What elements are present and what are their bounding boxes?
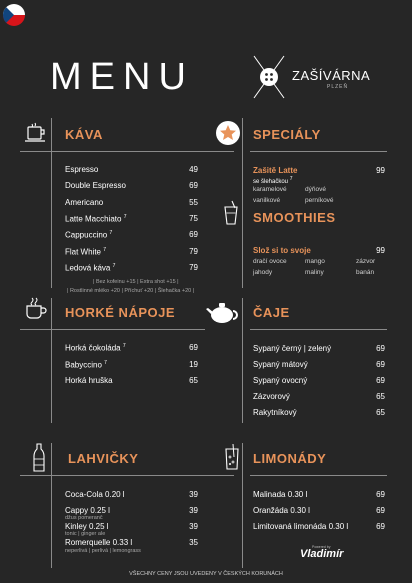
divider <box>20 475 234 476</box>
menu-price: 69 <box>376 490 385 499</box>
menu-item: Rakytníkový <box>253 408 297 417</box>
flavor: jahody <box>253 269 273 276</box>
menu-item <box>65 214 127 224</box>
menu-item: Zašitě Latte <box>253 166 298 175</box>
flavor: banán <box>356 269 375 276</box>
menu-item-sub: džus pomeranč <box>65 515 103 521</box>
brand-city: PLZEŇ <box>327 84 349 90</box>
menu-price: 65 <box>376 392 385 401</box>
menu-item: Horká hruška <box>65 376 113 385</box>
allergen-mark: 7 <box>289 176 293 182</box>
allergen-mark: 7 <box>104 360 107 366</box>
menu-item: Americano <box>65 198 104 207</box>
menu-item: Sypaný mátový <box>253 360 308 369</box>
menu-price: 35 <box>189 538 198 547</box>
menu-price: 19 <box>189 360 198 369</box>
sponsor-small: Powered by <box>312 545 331 549</box>
divider <box>20 329 205 330</box>
flavor: mango <box>305 258 325 265</box>
divider <box>51 443 52 568</box>
section-title-specialy: SPECIÁLY <box>253 127 321 142</box>
menu-price: 69 <box>376 506 385 515</box>
menu-item: Oranžáda 0.30 l <box>253 506 310 515</box>
hot-drink-icon <box>24 296 48 322</box>
menu-item: Romerquelle 0.33 l <box>65 538 133 547</box>
menu-price: 99 <box>376 166 385 175</box>
menu-price: 69 <box>376 522 385 531</box>
menu-price: 79 <box>189 263 198 272</box>
kava-note: | Rostlinné mléko +20 | Příchuť +20 | Šlehačka +20 | <box>67 288 195 294</box>
menu-price: 65 <box>189 376 198 385</box>
lemonade-glass-icon <box>223 443 241 471</box>
menu-item <box>65 230 112 240</box>
menu-item: Kinley 0.25 l <box>65 522 109 531</box>
menu-item <box>65 247 106 257</box>
section-title-limonady: LIMONÁDY <box>253 451 327 466</box>
flavor: vanilkové <box>253 197 281 204</box>
menu-item: Sypaný ovocný <box>253 376 308 385</box>
section-title-horke: HORKÉ NÁPOJE <box>65 305 176 320</box>
section-title-kava: KÁVA <box>65 127 103 142</box>
menu-item: Malinada 0.30 l <box>253 490 308 499</box>
section-title-lahvicky: LAHVIČKY <box>68 451 139 466</box>
menu-price: 65 <box>376 408 385 417</box>
menu-item: Limitovaná limonáda 0.30 l <box>253 522 349 531</box>
menu-item-name: Flat White <box>65 247 102 257</box>
allergen-mark: 7 <box>103 247 107 253</box>
teapot-icon <box>205 300 239 326</box>
brand-name: ZAŠÍVÁRNA <box>292 68 371 83</box>
menu-item-sub-text: se šlehačkou <box>253 179 289 185</box>
menu-price: 55 <box>189 198 198 207</box>
flavor: dračí ovoce <box>253 258 287 265</box>
menu-price: 49 <box>189 165 198 174</box>
menu-item-sub: neperlivá | perlivá | lemongrass <box>65 548 141 554</box>
menu-item: Coca-Cola 0.20 l <box>65 490 125 499</box>
menu-price: 39 <box>189 522 198 531</box>
menu-price: 69 <box>189 230 198 239</box>
menu-price: 79 <box>189 247 198 256</box>
divider <box>250 475 387 476</box>
menu-item-sub: tonic | ginger ale <box>65 531 106 537</box>
page-title: MENU <box>50 56 194 98</box>
star-icon <box>215 120 241 146</box>
flavor: dýňové <box>305 186 326 193</box>
allergen-mark: 7 <box>123 214 127 220</box>
menu-price: 69 <box>189 181 198 190</box>
allergen-mark: 7 <box>122 343 126 349</box>
menu-item <box>65 360 107 370</box>
menu-item-name: Latte Macchiato <box>65 214 122 224</box>
flavor: maliny <box>305 269 324 276</box>
kava-note: | Bez kofeinu +15 | Extra shot +15 | <box>93 279 179 285</box>
flavor: perníkové <box>305 197 334 204</box>
menu-item: Espresso <box>65 165 99 174</box>
menu-item-name: Babyccino <box>65 360 102 370</box>
menu-price: 69 <box>376 344 385 353</box>
button-logo-icon <box>251 54 287 100</box>
menu-price: 69 <box>376 376 385 385</box>
divider <box>51 298 52 423</box>
smoothie-glass-icon <box>222 200 240 226</box>
menu-item-name: Horká čokoláda <box>65 343 121 353</box>
divider <box>242 443 243 568</box>
menu-item <box>65 343 126 353</box>
divider <box>250 151 387 152</box>
menu-item-name: Ledová káva <box>65 263 111 273</box>
footer-note: VŠECHNY CENY JSOU UVEDENY V ČESKÝCH KORUNÁCH <box>129 571 283 577</box>
coffee-cup-icon <box>24 121 48 145</box>
bottle-icon <box>32 443 46 473</box>
divider <box>20 151 234 152</box>
menu-item: Zázvorový <box>253 392 290 401</box>
menu-item-sub <box>253 176 292 185</box>
flavor: karamelové <box>253 186 287 193</box>
menu-item <box>65 263 115 273</box>
divider <box>51 118 52 288</box>
divider <box>250 329 387 330</box>
menu-price: 69 <box>376 360 385 369</box>
section-title-smoothies: SMOOTHIES <box>253 210 336 225</box>
menu-price: 69 <box>189 343 198 352</box>
menu-price: 99 <box>376 246 385 255</box>
allergen-mark: 7 <box>109 230 113 236</box>
sponsor-logo: Vladimír <box>300 548 344 560</box>
divider <box>242 118 243 288</box>
section-title-caje: ČAJE <box>253 305 290 320</box>
menu-item: Double Espresso <box>65 181 126 190</box>
menu-item: Slož si to svoje <box>253 246 311 255</box>
menu-item-name: Cappuccino <box>65 230 108 240</box>
menu-price: 39 <box>189 506 198 515</box>
menu-price: 75 <box>189 214 198 223</box>
menu-item: Sypaný černý | zelený <box>253 344 332 353</box>
menu-price: 39 <box>189 490 198 499</box>
czech-flag-icon[interactable] <box>2 3 26 27</box>
allergen-mark: 7 <box>112 263 116 269</box>
flavor: zázvor <box>356 258 376 265</box>
menu-item: Cappy 0.25 l <box>65 506 110 515</box>
divider <box>242 298 243 423</box>
